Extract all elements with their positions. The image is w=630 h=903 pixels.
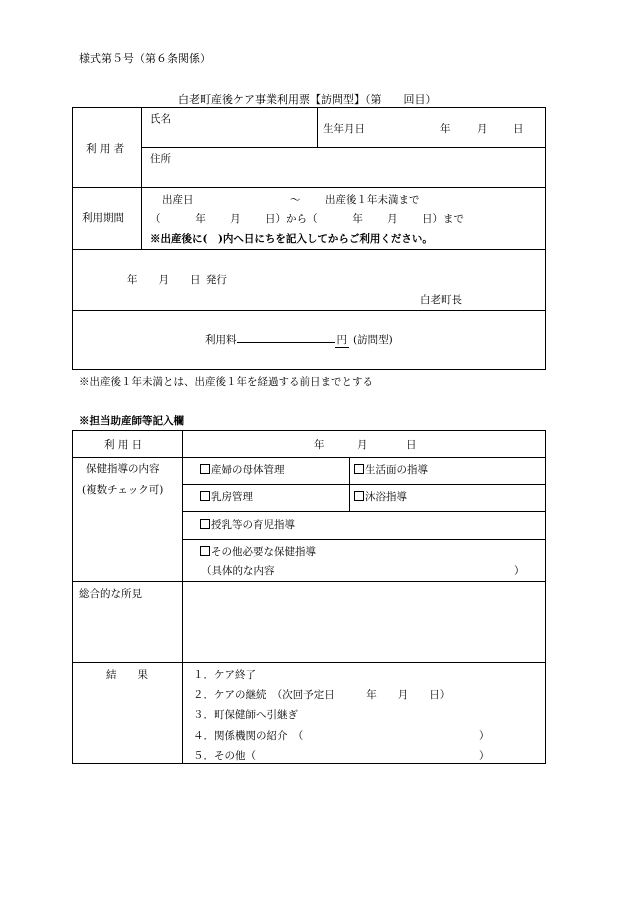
divider	[182, 484, 546, 485]
checkbox-icon[interactable]	[200, 519, 210, 529]
footnote: ※出産後１年未満とは、出産後１年を経過する前日までとする	[79, 376, 373, 388]
use-date-label: 利 用 日	[104, 439, 143, 451]
period-birth-date: 出産日	[162, 194, 194, 206]
result-label: 結 果	[106, 669, 148, 681]
period-range[interactable]: （ 年 月 日）から（ 年 月 日）まで	[150, 213, 465, 225]
user-label: 利 用 者	[86, 143, 125, 155]
use-date-month: 月	[357, 439, 368, 451]
checkbox-icon[interactable]	[200, 491, 210, 501]
form-number: 様式第５号（第６条関係）	[79, 52, 211, 65]
period-end: 出産後１年未満まで	[325, 194, 420, 206]
result-item[interactable]: ４．関係機関の紹介 （	[193, 730, 304, 742]
option-bathing[interactable]: 沐浴指導	[354, 489, 407, 504]
divider	[72, 249, 546, 250]
period-tilde: ～	[290, 194, 301, 206]
form-title: 白老町産後ケア事業利用票【訪問型】（第 回目）	[178, 93, 437, 106]
result-item[interactable]: ２．ケアの継続 （次回予定日 年 月 日）	[193, 689, 451, 701]
guidance-label: 保健指導の内容	[86, 463, 160, 475]
midwife-section-heading: ※担当助産師等記入欄	[79, 415, 184, 427]
divider	[72, 457, 546, 458]
divider	[72, 310, 546, 311]
divider	[141, 147, 546, 148]
address-field[interactable]: 住所	[150, 153, 171, 165]
divider	[141, 107, 142, 249]
option-breast[interactable]: 乳房管理	[200, 489, 253, 504]
fee-input[interactable]	[237, 331, 335, 343]
dob-day: 日	[513, 123, 524, 135]
issuer: 白老町長	[420, 294, 462, 306]
result-item[interactable]: １．ケア終了	[193, 669, 256, 681]
result-close-paren: ）	[479, 750, 490, 762]
checkbox-icon[interactable]	[200, 546, 210, 556]
checkbox-icon[interactable]	[200, 464, 210, 474]
result-close-paren: ）	[479, 730, 490, 742]
option-maternal[interactable]: 産婦の母体管理	[200, 462, 285, 477]
divider	[182, 430, 183, 764]
divider	[182, 539, 546, 540]
fee-label: 利用料	[205, 334, 237, 346]
other-detail-close: ）	[514, 565, 525, 577]
divider	[182, 511, 546, 512]
checkbox-icon[interactable]	[354, 491, 364, 501]
midwife-table	[72, 430, 546, 764]
dob-label: 生年月日	[323, 123, 365, 135]
divider	[349, 457, 350, 511]
result-item[interactable]: ３．町保健師へ引継ぎ	[193, 709, 298, 721]
period-label: 利用期間	[82, 212, 124, 224]
divider	[72, 187, 546, 188]
option-lifestyle[interactable]: 生活面の指導	[354, 462, 428, 477]
issue-date: 年 月 日 発行	[127, 274, 227, 286]
other-detail-open[interactable]: （具体的な内容	[201, 565, 275, 577]
use-date-year: 年	[314, 439, 325, 451]
checkbox-icon[interactable]	[354, 464, 364, 474]
dob-month: 月	[477, 123, 488, 135]
dob-year: 年	[440, 123, 451, 135]
fee-unit: 円	[336, 334, 347, 346]
fee-row	[205, 331, 393, 348]
result-item[interactable]: ５．その他（	[193, 750, 256, 762]
divider	[72, 662, 546, 663]
divider	[72, 581, 546, 582]
period-note: ※出産後に( )内へ日にちを記入してからご利用ください。	[150, 233, 433, 245]
fee-type: (訪問型)	[353, 334, 393, 346]
findings-label: 総合的な所見	[79, 588, 142, 600]
option-other[interactable]: その他必要な保健指導	[200, 544, 316, 559]
guidance-multi-check-note: (複数チェック可)	[82, 484, 164, 496]
use-date-day: 日	[406, 439, 417, 451]
divider	[317, 107, 318, 147]
option-childcare[interactable]: 授乳等の育児指導	[200, 517, 295, 532]
name-field[interactable]: 氏名	[150, 113, 171, 125]
